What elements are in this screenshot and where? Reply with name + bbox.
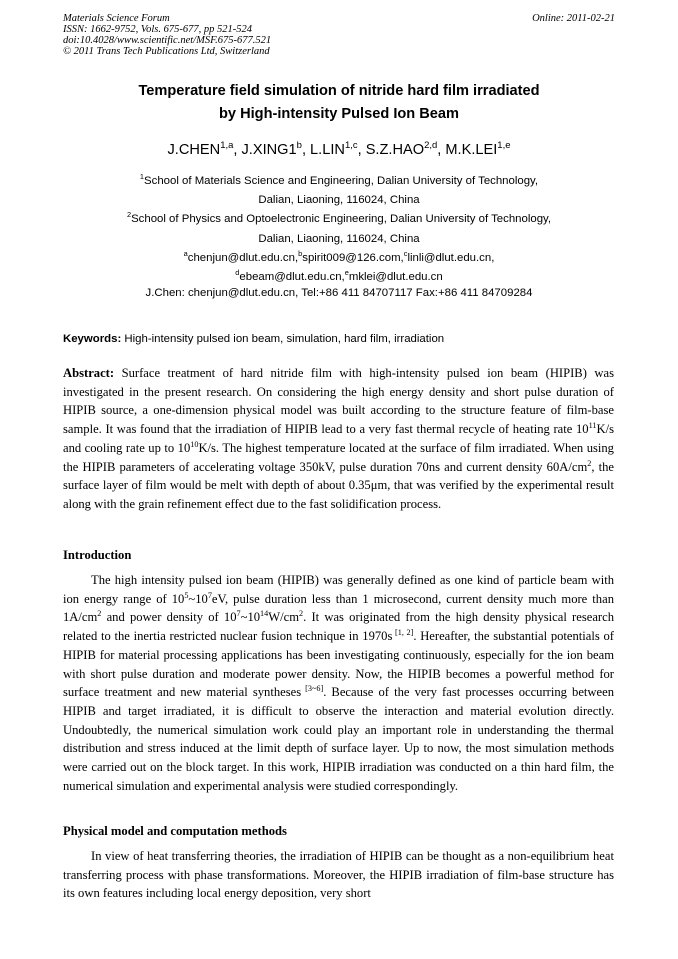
citation[interactable]: [1, 2] <box>392 627 414 637</box>
author-sup: 2,d <box>424 140 438 152</box>
superscript: 2 <box>97 609 102 619</box>
author-name: J.XING1 <box>241 142 297 158</box>
abstract-text: K/s and cooling rate up to 10 <box>63 422 614 455</box>
email-sup: d <box>235 268 240 278</box>
body-text: W/cm <box>268 610 300 625</box>
paper-title <box>40 80 638 126</box>
doi-line: doi:10.4028/www.scientific.net/MSF.675-677.521 <box>63 35 272 46</box>
email-link[interactable]: linli@dlut.edu.cn, <box>407 251 495 264</box>
superscript: 7 <box>236 609 241 619</box>
author-sup: 1,e <box>497 140 511 152</box>
author-sup: 1,c <box>344 140 358 152</box>
body-text: . It was originated from the high density physical research related to the inertia restricted nuclear fusion technique in 1970s <box>63 610 614 644</box>
copyright-line: © 2011 Trans Tech Publications Ltd, Switzerland <box>63 46 270 57</box>
abstract-label: Abstract: <box>63 366 115 380</box>
email-sup: a <box>183 249 188 259</box>
introduction-paragraph <box>63 571 614 796</box>
body-text: ~10 <box>188 591 208 606</box>
affiliations <box>40 172 638 303</box>
author-name: J.CHEN <box>167 142 221 158</box>
body-text: . Hereafter, the substantial potentials of HIPIB for material processing applications has been investigating continuously, especially for the ion beam with short pulse duration and moderate power density. Now, the HIPIB becomes a powerful method for surface treatment and new material syntheses <box>63 629 614 700</box>
affiliation-sup: 2 <box>126 210 132 220</box>
citation[interactable]: [3~6] <box>301 684 324 694</box>
section-heading-introduction: Introduction <box>63 548 132 562</box>
author-name: S.Z.HAO <box>365 142 425 158</box>
email-link[interactable]: ebeam@dlut.edu.cn, <box>239 271 345 284</box>
author-list: J.CHEN$^{1,a}$, J.XING1$^b$, L.LIN$^{1,c}$, S.Z.HAO$^{2,d}$, M.K.LEI$^{1,e}$ <box>167 140 511 158</box>
affiliation-1-line-2: Dalian, Liaoning, 116024, China <box>258 194 420 207</box>
superscript: 2 <box>587 458 592 468</box>
email-sup: e <box>344 268 349 278</box>
body-text: ~10 <box>240 610 261 625</box>
contact-line: J.Chen: chenjun@dlut.edu.cn, Tel:+86 411 84707117 Fax:+86 411 84709284 <box>145 287 533 300</box>
issn-line: ISSN: 1662-9752, Vols. 675-677, pp 521-524 <box>63 24 252 35</box>
abstract-text: Surface treatment of hard nitride film with high-intensity pulsed ion beam (HIPIB) was investigated in the present research. On considering the high energy density and short pulse duration of HIPIB source, a one-dimension physical model was built according to the structure feature of film-base sample. It was found that the irradiation of HIPIB lead to a very fast thermal recycle of heating rate 10 <box>63 366 614 437</box>
physical-model-paragraph <box>63 847 614 903</box>
affiliation-sup: 1 <box>139 172 145 182</box>
affiliation-1-line-1 <box>40 172 638 191</box>
email-sup: c <box>403 249 408 259</box>
body-text: eV, pulse duration less than 1 microsecond, current density much more than 1A/cm <box>63 591 614 625</box>
author-name: M.K.LEI <box>445 142 498 158</box>
section-heading-physical-model: Physical model and computation methods <box>63 824 287 838</box>
email-link[interactable]: chenjun@dlut.edu.cn, <box>187 251 299 264</box>
title-line-1: Temperature field simulation of nitride hard film irradiated <box>138 83 540 99</box>
author-name: L.LIN <box>310 142 345 158</box>
superscript: 7 <box>207 590 212 600</box>
abstract-text: K/s. The highest temperature located at the surface of film irradiated. When using the HIPIB parameters of accelerating voltage 350kV, pulse duration 70ns and current density 60A/cm <box>63 440 614 474</box>
online-date: Online: 2011-02-21 <box>532 13 615 24</box>
affiliation-2-line-2: Dalian, Liaoning, 116024, China <box>258 232 420 245</box>
body-text: In view of heat transferring theories, the irradiation of HIPIB can be thought as a non-equilibrium heat transferring process with phase transformations. Moreover, the HIPIB irradiation of film-base structure has its own features including local energy deposition, very short <box>63 849 614 901</box>
keywords-text: High-intensity pulsed ion beam, simulation, hard film, irradiation <box>121 333 445 345</box>
abstract <box>63 364 614 514</box>
superscript: 5 <box>184 590 189 600</box>
journal-name: Materials Science Forum <box>63 13 170 24</box>
journal-header <box>63 13 271 57</box>
keywords-label: Keywords: <box>63 333 122 345</box>
author-sup: b <box>296 140 302 152</box>
title-line-2: by High-intensity Pulsed Ion Beam <box>218 106 460 122</box>
body-text: and power density of 10 <box>101 610 237 625</box>
email-sup: b <box>298 249 303 259</box>
keywords <box>63 331 615 347</box>
email-link[interactable]: mklei@dlut.edu.cn <box>348 271 443 284</box>
affiliation-2-line-1 <box>40 210 638 229</box>
body-text: The high intensity pulsed ion beam (HIPIB) was generally defined as one kind of particle beam with ion energy range of 10 <box>63 573 614 606</box>
superscript: 11 <box>588 420 597 430</box>
superscript: 14 <box>260 609 269 619</box>
email-link[interactable]: spirit009@126.com, <box>302 251 404 264</box>
superscript: 2 <box>299 609 304 619</box>
author-sup: 1,a <box>220 140 234 152</box>
abstract-text: , the surface layer of film would be melt with depth of about 0.35μm, that was verified by the experimental result along with the grain refinement effect due to the fast solidification process. <box>63 459 614 512</box>
affiliation-text: School of Materials Science and Engineering, Dalian University of Technology, <box>144 175 539 187</box>
email-line-1 <box>40 249 638 268</box>
affiliation-text: School of Physics and Optoelectronic Engineering, Dalian University of Technology, <box>131 213 552 226</box>
superscript: 10 <box>190 439 199 449</box>
body-text: . Because of the very fast processes occurring between HIPIB and target irradiated, it is difficult to observe the interaction and material evolution directly. Undoubtedly, the numerical simulation work could play an important role in understanding the thermal distribution and stress induced at the limit depth of surface layer. Up to now, the most simulation methods were carried out on the block target. In this work, HIPIB irradiation was conducted on a thin hard film, the numerical simulation and experimental analysis were studied correspondingly. <box>63 685 615 793</box>
